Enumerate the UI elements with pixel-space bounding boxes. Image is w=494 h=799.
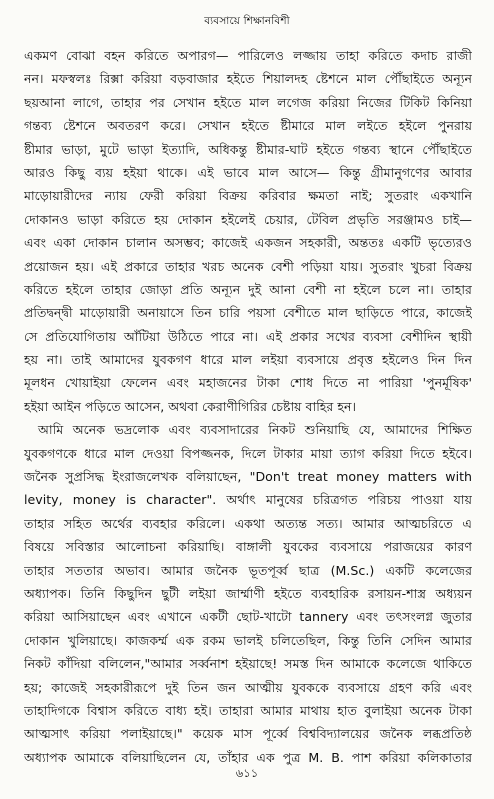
text-line: হইয়া আইন পড়িতে আসেন, অথবা কেরাণীগিরির চেষ্টায় বাহির হন। <box>24 398 356 414</box>
text-line: যুবকগণকে ধারে মাল দেওয়া বিপজ্জনক, দিলে টাকার মায়া ত্যাগ করিয়া দিতে হইবে। <box>24 445 472 461</box>
text-line: আমি অনেক ভদ্রলোক এবং ব্যবসাদারের নিকট শুনিয়াছি যে, আমাদের শিক্ষিত <box>38 422 472 438</box>
text-line: সে প্রতিযোগিতায় আঁটিয়া উঠিতে পারে না। এই প্রকার সখের ব্যবসা বেশীদিন স্থায়ী <box>24 328 472 344</box>
text-line: levity, money is character". অর্থাৎ মানুষের চরিত্রগত পরিচয় পাওয়া যায় <box>24 492 472 508</box>
text-line: অধ্যাপক আমাকে বলিয়াছিলেন যে, তাঁহার এক পুত্র M. B. পাশ করিয়া কলিকাতার <box>24 749 472 765</box>
body-text <box>24 44 472 769</box>
text-line: দোকান খুলিয়াছে। কাজকর্ম্ম এক রকম ভালই চলিতেছিল, কিন্তু তিনি সেদিন আমার <box>24 632 472 648</box>
text-line: নিকট কাঁদিয়া বলিলেন,"আমার সর্ব্বনাশ হইয়াছে! সমস্ত দিন আমাকে কলেজে থাকিতে <box>24 656 472 672</box>
text-line: প্রয়োজন হয়। এই প্রকারে তাহার খরচ অনেক বেশী পড়িয়া যায়। সুতরাং খুচরা বিক্রয় <box>24 258 472 274</box>
text-line: নন। মফস্বলঃ রিক্সা করিয়া বড়বাজার হইতে শিয়ালদহ ষ্টেশনে মাল পৌঁছাইতে অন্যূন <box>24 71 472 87</box>
text-line: প্রতিদ্বন্দ্বী মাড়োয়ারী অনায়াসে তিন চারি পয়সা বেশীতে মাল ছাড়িতে পারে, কাজেই <box>24 305 472 321</box>
text-line: মূলধন খোয়াইয়া ফেলেন এবং মহাজনের টাকা শোধ দিতে না পারিয়া 'পুনর্মূষিক' <box>24 375 472 391</box>
text-line: দোকানও ভাড়া করিতে হয় দোকান হইলেই চেয়ার, টেবিল প্রভৃতি সরঞ্জামও চাই— <box>24 211 472 227</box>
paragraph-1 <box>24 44 472 418</box>
running-header: ব্যবসায়ে শিক্ষানবিশী <box>204 15 290 27</box>
text-line: এবং একা দোকান চালান অসম্ভব; কাজেই একজন সহকারী, অন্ততঃ একটি ভৃত্যেরও <box>24 235 472 251</box>
text-line: তাহার সহিত অর্থের ব্যবহার করিলে। একথা অত্যন্ত সত্য। আমার আত্মচরিতে এ <box>24 515 472 531</box>
text-line: করিতে হইলে তাহার জোড়া প্রতি অন্যূন দুই আনা বেশী না হইলে চলে না। তাহার <box>24 281 472 297</box>
text-line: ছয়আনা লাগে, তাহার পর সেখান হইতে মাল লগেজ করিয়া নিজের টিকিট কিনিয়া <box>24 94 472 110</box>
text-line: হয় না। তাই আমাদের যুবকগণ ধারে মাল লইয়া ব্যবসায়ে প্রবৃত্ত হইলেও দিন দিন <box>24 352 472 368</box>
text-line: ষ্টীমার ভাড়া, মুটে ভাড়া ইত্যাদি, অধিকন্তু ষ্টীমার-ঘাট হইতে গন্তব্য স্থানে পৌঁছাইতে <box>24 141 472 157</box>
text-line: হয়; কাজেই সহকারীরূপে দুই তিন জন আত্মীয় যুবককে ব্যবসায়ে গ্রহণ করি এবং <box>24 679 472 695</box>
page-number: ৬১১ <box>235 766 259 780</box>
text-line: মাড়োয়ারীদের ন্যায় ফেরী করিয়া বিক্রয় করিবার ক্ষমতা নাই; সুতরাং একখানি <box>24 188 472 204</box>
text-line: গন্তব্য ষ্টেশনে অবতরণ করে। সেখান হইতে ষ্টীমারে মাল লইতে হইলে পুনরায় <box>24 118 472 134</box>
text-line: আত্মসাৎ করিয়া পলাইয়াছে।" কয়েক মাস পূর্ব্বে বিশ্ববিদ্যালয়ের জনৈক লব্ধপ্রতিষ্ঠ <box>24 726 472 742</box>
text-line: একমণ বোঝা বহন করিতে অপারগ— পারিলেও লজ্জায় তাহা করিতে কদাচ রাজী <box>24 48 472 63</box>
text-line: জনৈক সুপ্রসিদ্ধ ইংরাজলেখক বলিয়াছেন, "Don't treat money matters with <box>24 469 472 485</box>
text-line: অধ্যাপক। তিনি কিছুদিন ছুটী লইয়া জার্ম্মাণী হইতে ব্যবহারিক রসায়ন-শাস্ত্র অধ্যয়ন <box>24 585 472 601</box>
text-line: আরও কিছু ব্যয় হইয়া থাকে। এই ভাবে মাল আসে— কিন্তু গ্রীমানুগণের আবার <box>24 164 472 180</box>
paragraph-2 <box>24 418 472 769</box>
text-line: তাহাদিগকে বিশ্বাস করিতে বাধ্য হই। তাহারা আমার মাথায় হাত বুলাইয়া অনেক টাকা <box>24 702 472 718</box>
text-line: বিষয়ে সবিস্তার আলোচনা করিয়াছি। বাঙ্গালী যুবকের ব্যবসায়ে পরাজয়ের কারণ <box>24 539 472 555</box>
text-line: করিয়া আসিয়াছেন এবং এখানে একটী ছোট-খাটো tannery এবং তৎসংলগ্ন জুতার <box>24 609 472 625</box>
text-line: তাহার সততার অভাব। আমার জনৈক ভূতপূর্ব্ব ছাত্র (M.Sc.) একটি কলেজের <box>24 562 472 578</box>
